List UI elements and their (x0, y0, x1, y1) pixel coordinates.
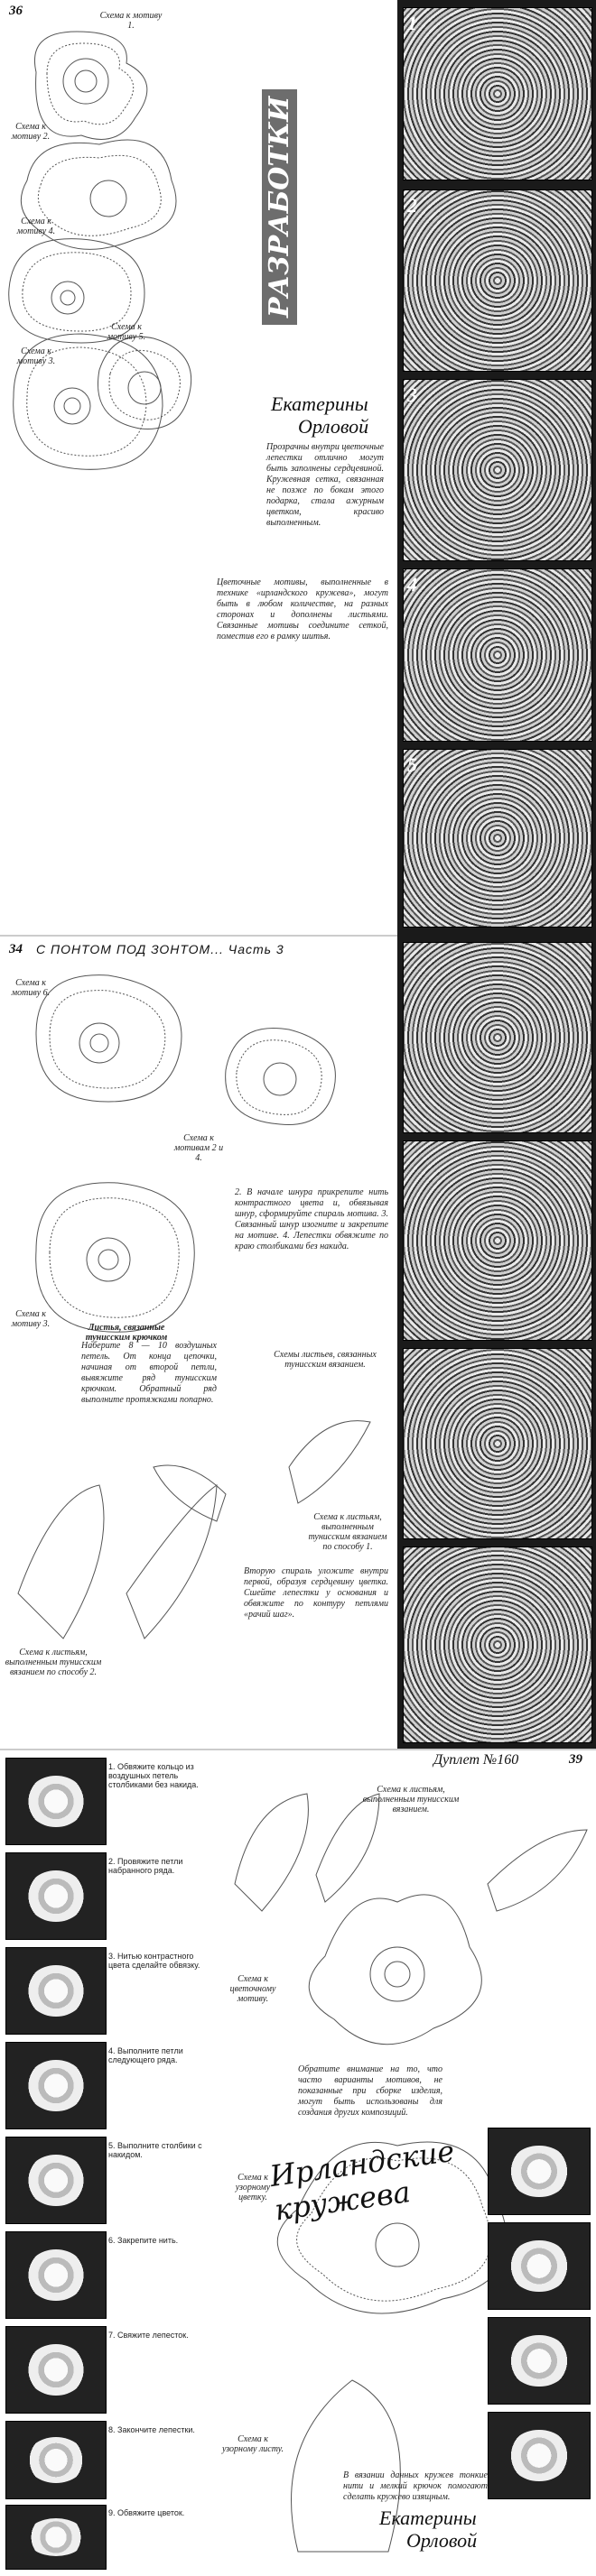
caption-motif-6: Схема к мотиву 6. (11, 978, 51, 998)
section-title: РАЗРАБОТКИ (262, 89, 297, 325)
step-text: 8. Закончите лепестки. (108, 2425, 195, 2434)
page-number: 36 (9, 4, 23, 18)
step-photo (5, 2326, 107, 2414)
photo-column (397, 935, 596, 1749)
magazine-page-39 (0, 1749, 596, 2576)
step-text: 7. Свяжите лепесток. (108, 2331, 189, 2340)
diagram-motif-3b (36, 1183, 195, 1333)
page-number: 34 (9, 942, 23, 956)
author-line-2: Орловой (406, 2529, 478, 2552)
photo-number: 1 (407, 12, 417, 34)
diagram-motif-5 (98, 337, 191, 429)
lace-photo (403, 189, 592, 372)
main-text: Цветочные мотивы, выполненные в технике «ирландского кружева», могут быть в любом количестве, на разных сторонах и дополнены листьями. Связанные мотивы соедините сеткой, поместив его в рамку шитья. (217, 577, 388, 642)
caption-motif-3: Схема к мотиву 3. (16, 346, 56, 366)
text-column-b: 2. В начале шнура прикрепите нить контрастного цвета и, обвязывая шнур, сформируйте спираль мотива. 3. Связанный шнур изогните и закрепите на мотиве. 4. Лепестки обвяжите по краю столбиками без накида. (235, 1187, 388, 1251)
lace-photo (403, 749, 592, 928)
middle-text: Обратите внимание на то, что часто варианты мотивов, не показанные при сборке изделия, могут быть использованы для создания других композиций. (298, 2064, 442, 2118)
text-column-c: Вторую спираль уложите внутри первой, образуя сердцевину цветка. Сшейте лепестки у основания и обвяжите по контуру петлями «рачий шаг». (244, 1566, 388, 1620)
author-line-2: Орловой (298, 415, 369, 438)
caption-motif-4: Схема к мотиву 4. (16, 217, 56, 236)
author-line-1: Екатерины (379, 2507, 477, 2529)
author-line-1: Екатерины (271, 392, 368, 415)
caption-leaves-method-1: Схема к листьям, выполненным тунисским вязанием по способу 1. (308, 1512, 387, 1552)
step-photo (5, 2231, 107, 2319)
caption-patterned-flower: Схема к узорному цветку. (235, 2173, 271, 2202)
lace-photo (403, 379, 592, 561)
caption-motif-1: Схема к мотиву 1. (99, 11, 163, 31)
flower-photo (488, 2222, 591, 2310)
step-photo (5, 2042, 107, 2129)
photo-number: 2 (407, 194, 417, 217)
caption-flower-motif: Схема к цветочному мотиву. (229, 1974, 276, 2004)
step-text: 1. Обвяжите кольцо из воздушных петель столбиками без накида. (108, 1762, 199, 1789)
page-number: 39 (569, 1752, 582, 1767)
diagram-flower-motif (309, 1895, 481, 2045)
step-photo (5, 2421, 107, 2499)
lace-photo (403, 942, 592, 1133)
text-column-a: Наберите 8 — 10 воздушных петель. От конца цепочки, начиная от второй петли, вывяжите ряд тунисским крючком. Обратный ряд выполните протяжками попарно. (81, 1341, 217, 1405)
flower-photo (488, 2128, 591, 2215)
caption-leaves-method-2: Схема к листьям, выполненным тунисским вязанием по способу 2. (5, 1648, 102, 1677)
section-title: Ирландские кружева (267, 2133, 457, 2228)
caption-patterned-leaf: Схема к узорному листу. (221, 2434, 284, 2454)
lace-photo (403, 7, 592, 180)
step-photo (5, 1758, 107, 1845)
caption-leaves-title: Листья, связанные тунисским крючком (85, 1323, 168, 1343)
photo-column (397, 0, 596, 935)
step-text: 3. Нитью контрастного цвета сделайте обвязку. (108, 1952, 200, 1970)
lace-photo (403, 568, 592, 742)
diagram-motif-2-4 (226, 1028, 336, 1124)
diagram-motif-6 (36, 975, 182, 1102)
caption-motif-3: Схема к мотиву 3. (11, 1309, 51, 1329)
step-text: 6. Закрепите нить. (108, 2236, 179, 2245)
step-photo (5, 2505, 107, 2570)
step-photo (5, 1947, 107, 2035)
magazine-page-34 (0, 935, 596, 1749)
leaf-photo (488, 2412, 591, 2499)
caption-motif-5: Схема к мотиву 5. (107, 322, 146, 342)
step-text: 5. Выполните столбики с накидом. (108, 2141, 202, 2159)
step-text: 4. Выполните петли следующего ряда. (108, 2046, 183, 2064)
crochet-diagrams-column (0, 18, 208, 920)
bottom-text: В вязании данных кружев тонкие нити и мелкий крючок помогают сделать кружево изящным. (343, 2470, 488, 2502)
lace-photo (403, 1547, 592, 1743)
lace-photo (403, 1140, 592, 1341)
caption-tunisian-leaves: Схема к листьям, выполненным тунисским вязанием. (362, 1785, 460, 1814)
step-photo (5, 1852, 107, 1940)
running-head: С ПОНТОМ ПОД ЗОНТОМ... Часть 3 (36, 942, 284, 956)
lace-photo (403, 1348, 592, 1539)
caption-motif-2-4: Схема к мотивам 2 и 4. (173, 1133, 224, 1163)
caption-leaves-schemes: Схемы листьев, связанных тунисским вязанием. (274, 1350, 377, 1370)
magazine-page-36 (0, 0, 596, 935)
step-text: 2. Провяжите петли набранного ряда. (108, 1857, 183, 1875)
photo-number: 5 (407, 753, 417, 776)
step-text: 9. Обвяжите цветок. (108, 2508, 185, 2517)
caption-motif-2: Схема к мотиву 2. (11, 122, 51, 142)
brand-line: Дуплет №160 (433, 1752, 519, 1768)
photo-number: 3 (407, 383, 417, 406)
step-photo (5, 2137, 107, 2224)
flower-photo (488, 2317, 591, 2405)
photo-number: 4 (407, 573, 417, 596)
intro-text: Прозрачны внутри цветочные лепестки отлично могут быть заполнены сердцевиной. Кружевная сетка, связанная не позже по бокам этого подарка, стала ажурным цветком, красиво выполненным. (266, 442, 384, 528)
